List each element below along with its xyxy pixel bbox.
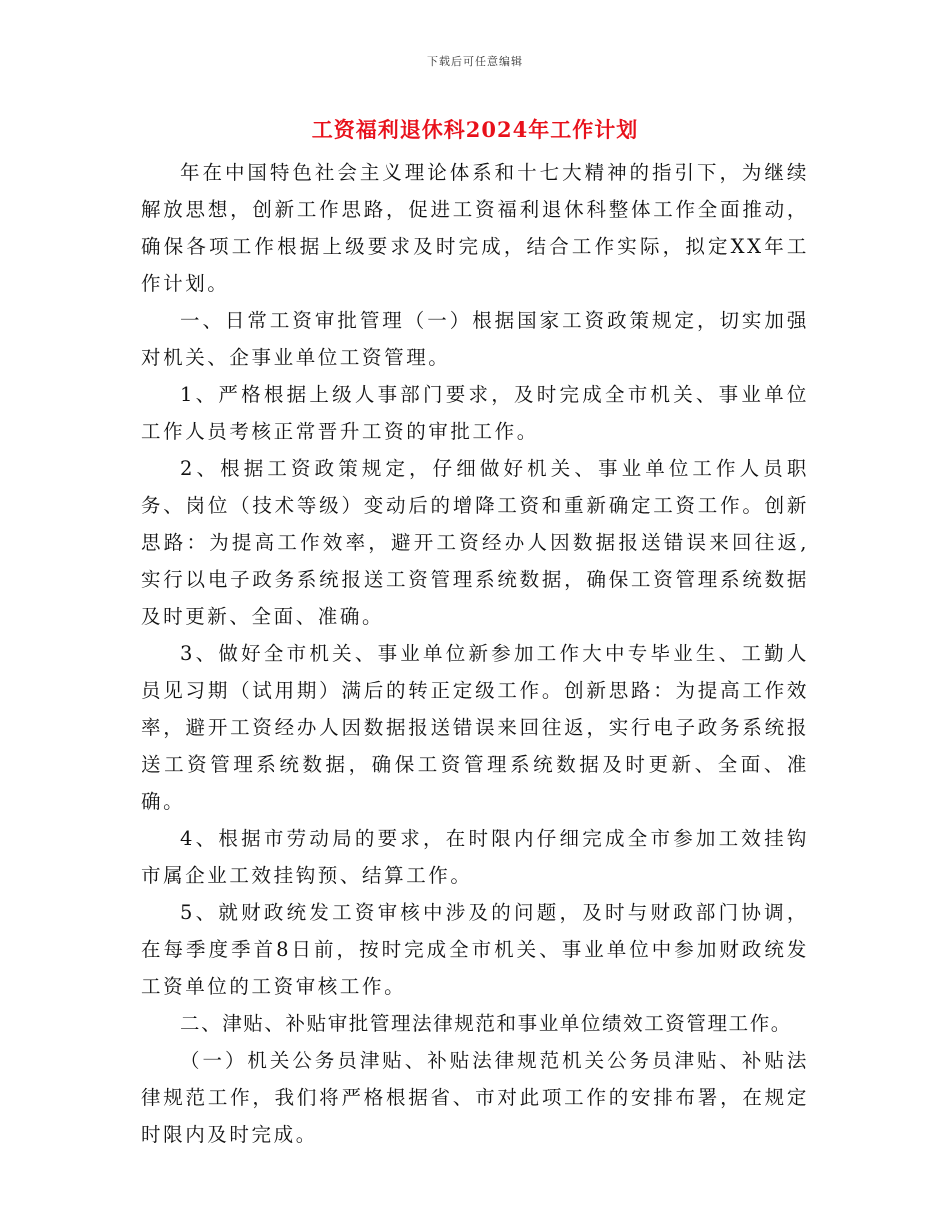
paragraph-intro: 年在中国特色社会主义理论体系和十七大精神的指引下，为继续解放思想，创新工作思路，促进工资福利退休科整体工作全面推动，确保各项工作根据上级要求及时完成，结合工作实际，拟定XX年工作计划。 — [141, 161, 809, 295]
header-note: 下载后可任意编辑 — [427, 55, 523, 68]
paragraph-subsection-1: （一）机关公务员津贴、补贴法律规范机关公务员津贴、补贴法律规范工作，我们将严格根据省、市对此项工作的安排布署，在规定时限内及时完成。 — [141, 1049, 809, 1146]
paragraph-section-2: 二、津贴、补贴审批管理法律规范和事业单位绩效工资管理工作。 — [180, 1012, 792, 1035]
paragraph-item-3: 3、做好全市机关、事业单位新参加工作大中专毕业生、工勤人员见习期（试用期）满后的转正定级工作。创新思路：为提高工作效率，避开工资经办人因数据报送错误来回往返，实行电子政务系统报送工资管理系统数据，确保工资管理系统数据及时更新、全面、准确。 — [141, 642, 809, 813]
paragraph-item-2: 2、根据工资政策规定，仔细做好机关、事业单位工作人员职务、岗位（技术等级）变动后的增降工资和重新确定工资工作。创新思路：为提高工作效率，避开工资经办人因数据报送错误来回往返,实行以电子政务系统报送工资管理系统数据，确保工资管理系统数据及时更新、全面、准确。 — [141, 457, 809, 628]
document-title: 工资福利退休科2024年工作计划 — [311, 117, 639, 142]
document-body — [141, 154, 809, 1153]
paragraph-item-1: 1、严格根据上级人事部门要求，及时完成全市机关、事业单位工作人员考核正常晋升工资的审批工作。 — [141, 383, 809, 443]
paragraph-item-5: 5、就财政统发工资审核中涉及的问题，及时与财政部门协调，在每季度季首8日前，按时完成全市机关、事业单位中参加财政统发工资单位的工资审核工作。 — [141, 901, 809, 998]
paragraph-section-1: 一、日常工资审批管理（一）根据国家工资政策规定，切实加强对机关、企事业单位工资管理。 — [141, 309, 809, 369]
paragraph-item-4: 4、根据市劳动局的要求，在时限内仔细完成全市参加工效挂钩市属企业工效挂钩预、结算工作。 — [141, 827, 809, 887]
